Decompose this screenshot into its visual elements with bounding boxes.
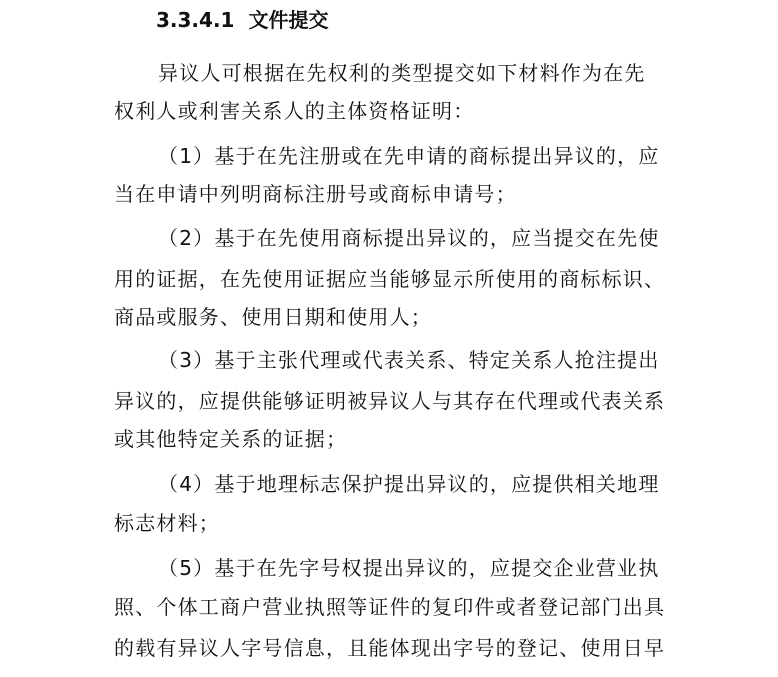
paragraph-line: 权利人或利害关系人的主体资格证明：: [114, 99, 475, 123]
paragraph-line: （1）基于在先注册或在先申请的商标提出异议的，应: [158, 144, 660, 168]
paragraph-line: 的载有异议人字号信息，且能体现出字号的登记、使用日早: [114, 636, 666, 660]
section-number: 3.3.4.1: [156, 8, 235, 32]
paragraph-line: 异议人可根据在先权利的类型提交如下材料作为在先: [158, 61, 646, 85]
paragraph-line: （5）基于在先字号权提出异议的，应提交企业营业执: [158, 556, 660, 580]
paragraph-line: 当在申请中列明商标注册号或商标申请号；: [114, 182, 517, 206]
section-heading: [156, 4, 328, 36]
paragraph-line: （2）基于在先使用商标提出异议的，应当提交在先使: [158, 226, 660, 250]
paragraph-line: 用的证据，在先使用证据应当能够显示所使用的商标标识、: [114, 267, 666, 291]
section-title: 文件提交: [248, 8, 329, 32]
paragraph-line: 标志材料；: [114, 511, 220, 535]
paragraph-line: 商品或服务、使用日期和使用人；: [114, 305, 432, 329]
paragraph-line: 或其他特定关系的证据；: [114, 427, 348, 451]
paragraph-line: 异议的，应提供能够证明被异议人与其存在代理或代表关系: [114, 389, 666, 413]
paragraph-line: 照、个体工商户营业执照等证件的复印件或者登记部门出具: [114, 595, 666, 619]
paragraph-line: （4）基于地理标志保护提出异议的，应提供相关地理: [158, 472, 660, 496]
paragraph-line: （3）基于主张代理或代表关系、特定关系人抢注提出: [158, 348, 660, 372]
